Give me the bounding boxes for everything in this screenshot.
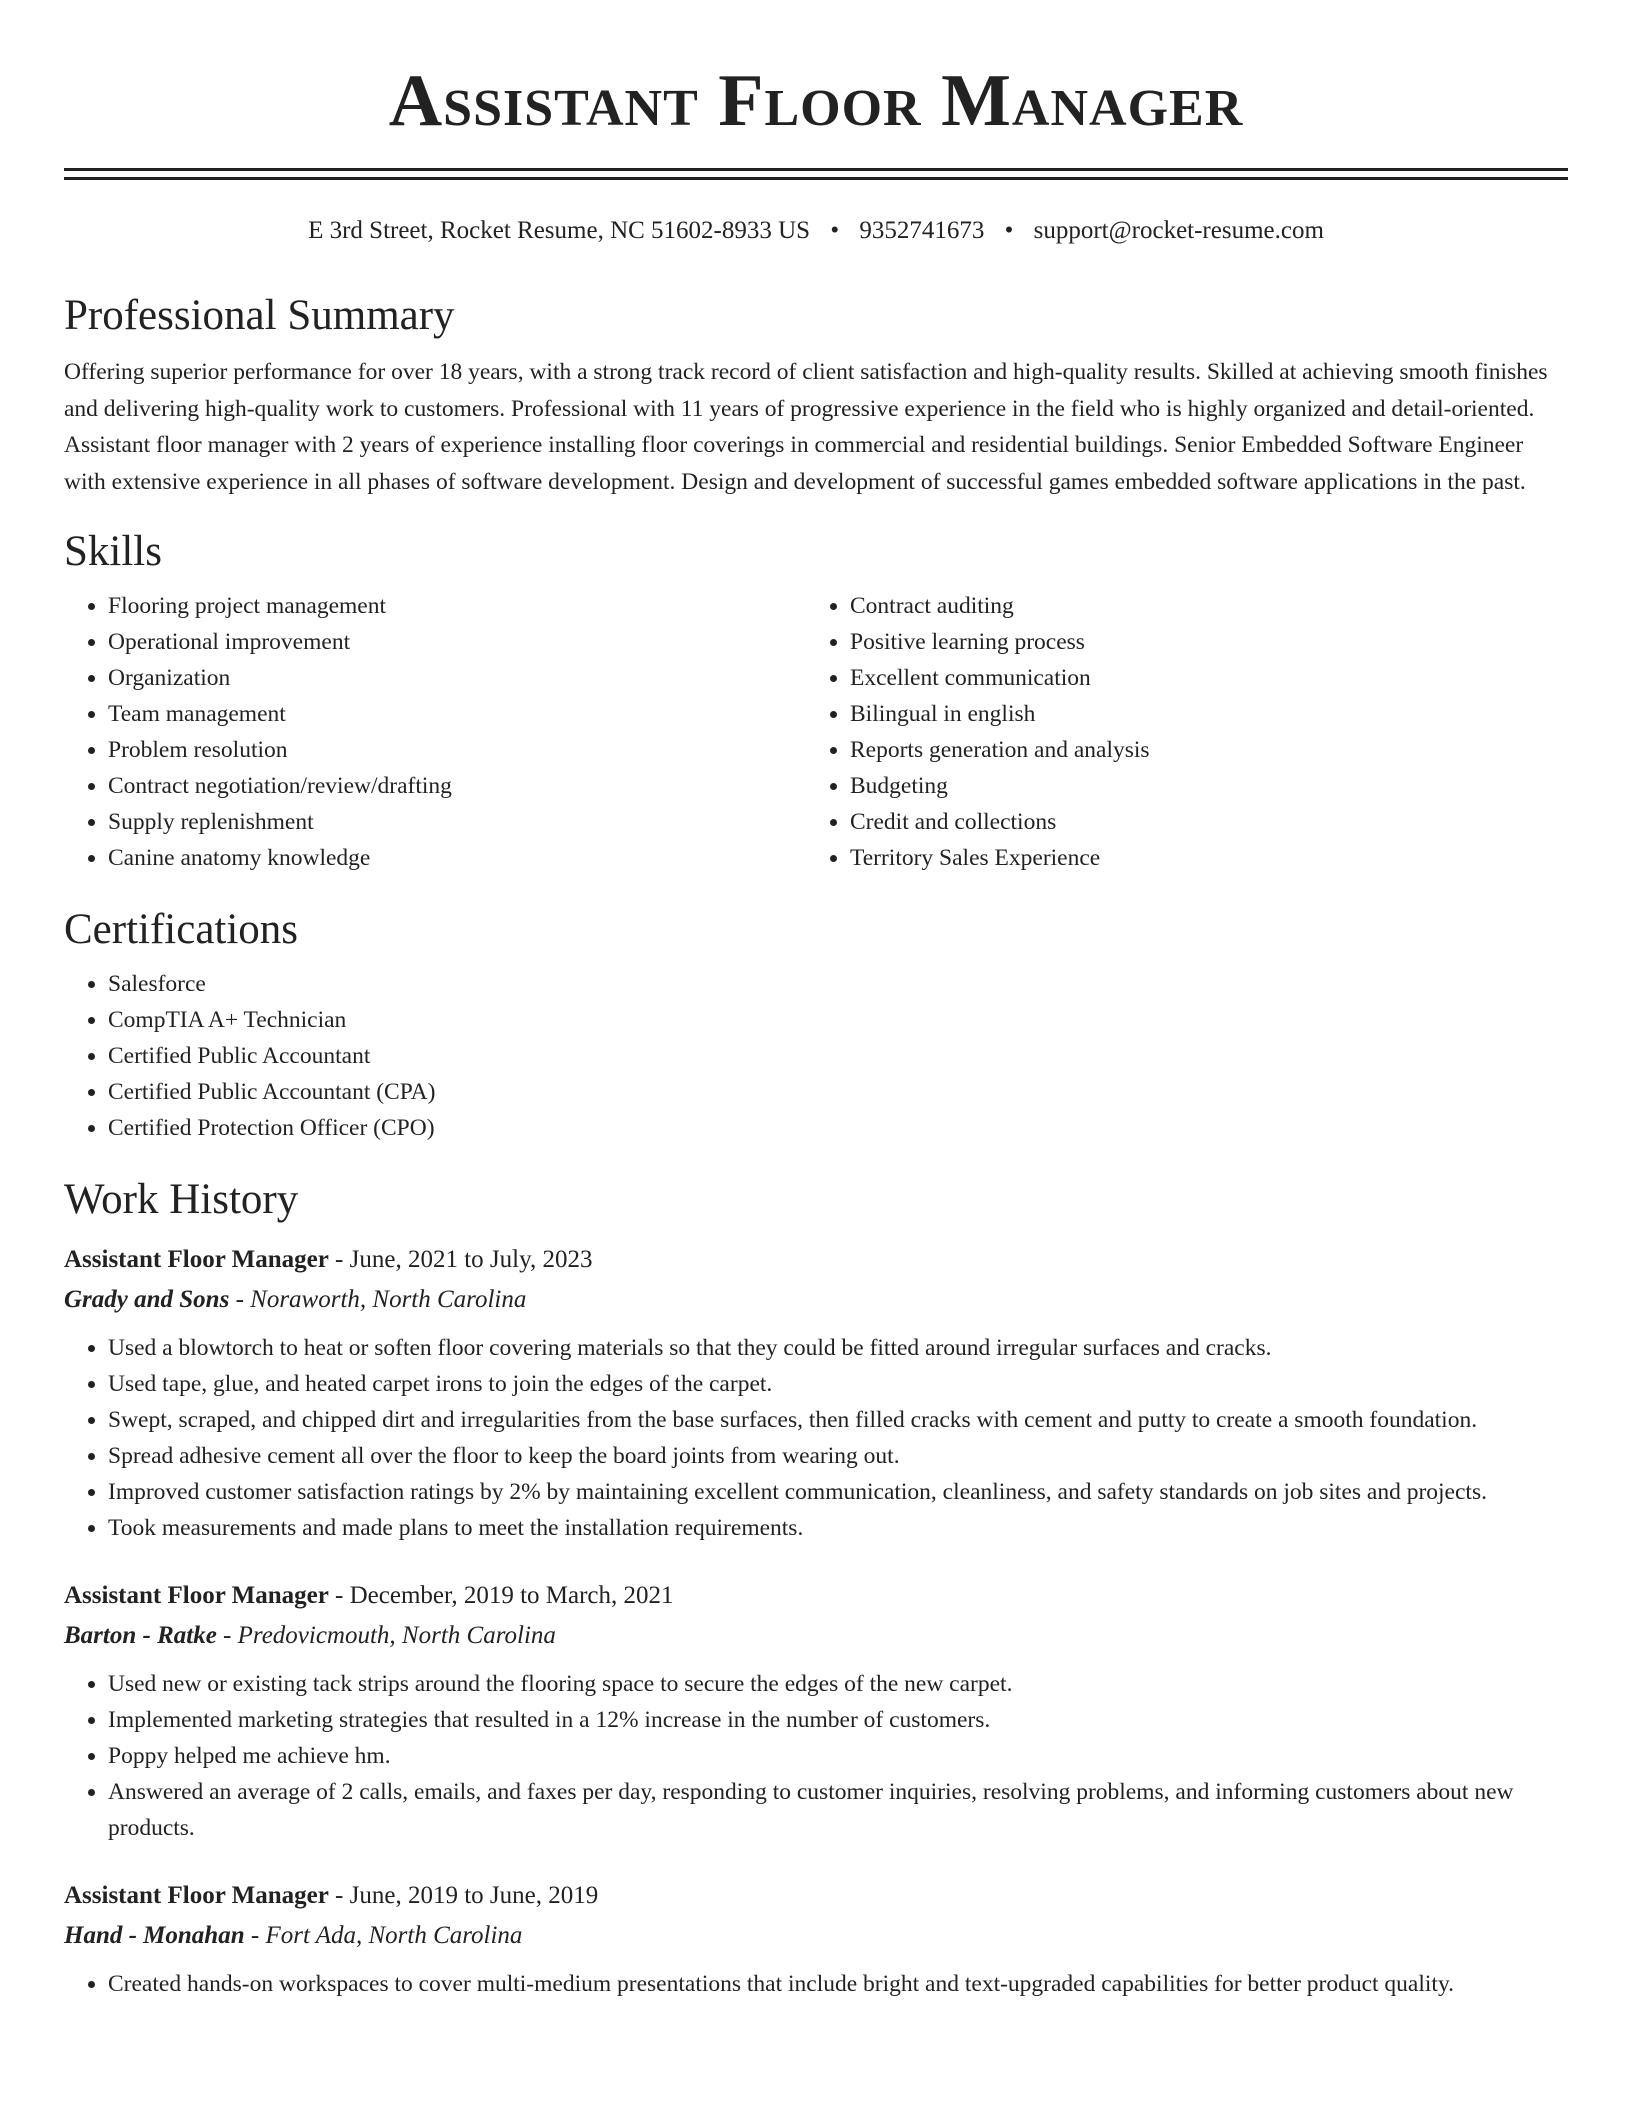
job-duty: • Used tape, glue, and heated carpet irons to join the edges of the carpet. [108,1366,1568,1402]
job-company-line [64,1916,1568,1956]
job-company: Barton - Ratke [64,1622,217,1649]
job-entry [64,1876,1568,2002]
certifications-list [64,966,1568,1146]
skill-item: • Supply replenishment [108,804,806,840]
job-company: Hand - Monahan [64,1922,245,1949]
skill-item: • Excellent communication [850,660,1548,696]
job-location: - Predovicmouth, North Carolina [216,1622,556,1649]
job-title: Assistant Floor Manager [64,1882,329,1909]
skill-item: • Team management [108,696,806,732]
certification-item: • Certified Public Accountant [108,1038,1568,1074]
job-title: Assistant Floor Manager [64,1582,329,1609]
job-duty: • Answered an average of 2 calls, emails, and faxes per day, responding to customer inquiries, resolving problems, and informing customers about new products. [108,1774,1568,1846]
skills-list-right [806,588,1548,876]
job-dates: - June, 2019 to June, 2019 [328,1882,599,1909]
job-entry [64,1240,1568,1546]
contact-email: support@rocket-resume.com [1033,217,1324,244]
skill-item: • Bilingual in english [850,696,1548,732]
job-duty: • Created hands-on workspaces to cover multi-medium presentations that include bright and text-upgraded capabilities for better product quality. [108,1966,1568,2002]
job-duties [64,1666,1568,1846]
skill-item: • Credit and collections [850,804,1548,840]
work-history-heading: Work History [64,1176,299,1223]
certifications-heading: Certifications [64,906,299,953]
job-duty: • Used new or existing tack strips around the flooring space to secure the edges of the new carpet. [108,1666,1568,1702]
job-duties [64,1966,1568,2002]
skills-list-left [64,588,806,876]
job-company-line [64,1616,1568,1656]
certifications-section [64,904,1568,1146]
work-history-section [64,1174,1568,2002]
certification-item: • Salesforce [108,966,1568,1002]
job-title-line [64,1876,1568,1916]
contact-line [64,216,1568,246]
job-company: Grady and Sons [64,1286,230,1313]
skill-item: • Flooring project management [108,588,806,624]
job-duty: • Poppy helped me achieve hm. [108,1738,1568,1774]
job-entry [64,1576,1568,1846]
job-company-line [64,1280,1568,1320]
certification-item: • Certified Protection Officer (CPO) [108,1110,1568,1146]
summary-text: Offering superior performance for over 18 years, with a strong track record of client satisfaction and high-quality results. Skilled at achieving smooth finishes and delivering high-quality work to customers. Professional with 11 years of progressive experience in the field who is highly organized and detail-oriented. Assistant floor manager with 2 years of experience installing floor coverings in commercial and residential buildings. Senior Embedded Software Engineer with extensive experience in all phases of software development. Design and development of successful games embedded software applications in the past. [64,359,1548,495]
skills-heading: Skills [64,528,162,575]
skill-item: • Contract negotiation/review/drafting [108,768,806,804]
job-location: - Fort Ada, North Carolina [244,1922,523,1949]
contact-separator: • [830,217,840,244]
job-dates: - December, 2019 to March, 2021 [328,1582,674,1609]
summary-heading: Professional Summary [64,292,455,339]
job-title-line [64,1240,1568,1280]
skill-item: • Canine anatomy knowledge [108,840,806,876]
contact-separator: • [1004,217,1014,244]
skill-item: • Reports generation and analysis [850,732,1548,768]
job-title-line [64,1576,1568,1616]
job-location: - Noraworth, North Carolina [229,1286,527,1313]
job-duty: • Implemented marketing strategies that resulted in a 12% increase in the number of customers. [108,1702,1568,1738]
skill-item: • Organization [108,660,806,696]
skill-item: • Problem resolution [108,732,806,768]
contact-address: E 3rd Street, Rocket Resume, NC 51602-8933 US [308,217,811,244]
header-divider-bottom [64,177,1568,180]
job-duty: • Took measurements and made plans to meet the installation requirements. [108,1510,1568,1546]
skills-section [64,526,1568,876]
skill-item: • Contract auditing [850,588,1548,624]
job-dates: - June, 2021 to July, 2023 [328,1246,593,1273]
certification-item: • CompTIA A+ Technician [108,1002,1568,1038]
summary-section [64,290,1568,500]
skill-item: • Budgeting [850,768,1548,804]
job-duty: • Used a blowtorch to heat or soften floor covering materials so that they could be fitted around irregular surfaces and cracks. [108,1330,1568,1366]
certification-item: • Certified Public Accountant (CPA) [108,1074,1568,1110]
job-title: Assistant Floor Manager [64,1246,329,1273]
skill-item: • Operational improvement [108,624,806,660]
job-duty: • Spread adhesive cement all over the floor to keep the board joints from wearing out. [108,1438,1568,1474]
skill-item: • Positive learning process [850,624,1548,660]
job-duty: • Improved customer satisfaction ratings by 2% by maintaining excellent communication, cleanliness, and safety standards on job sites and projects. [108,1474,1568,1510]
resume-name: Assistant Floor Manager [388,60,1244,142]
skill-item: • Territory Sales Experience [850,840,1548,876]
contact-phone: 9352741673 [859,217,985,244]
job-duty: • Swept, scraped, and chipped dirt and irregularities from the base surfaces, then filled cracks with cement and putty to create a smooth foundation. [108,1402,1568,1438]
job-duties [64,1330,1568,1546]
